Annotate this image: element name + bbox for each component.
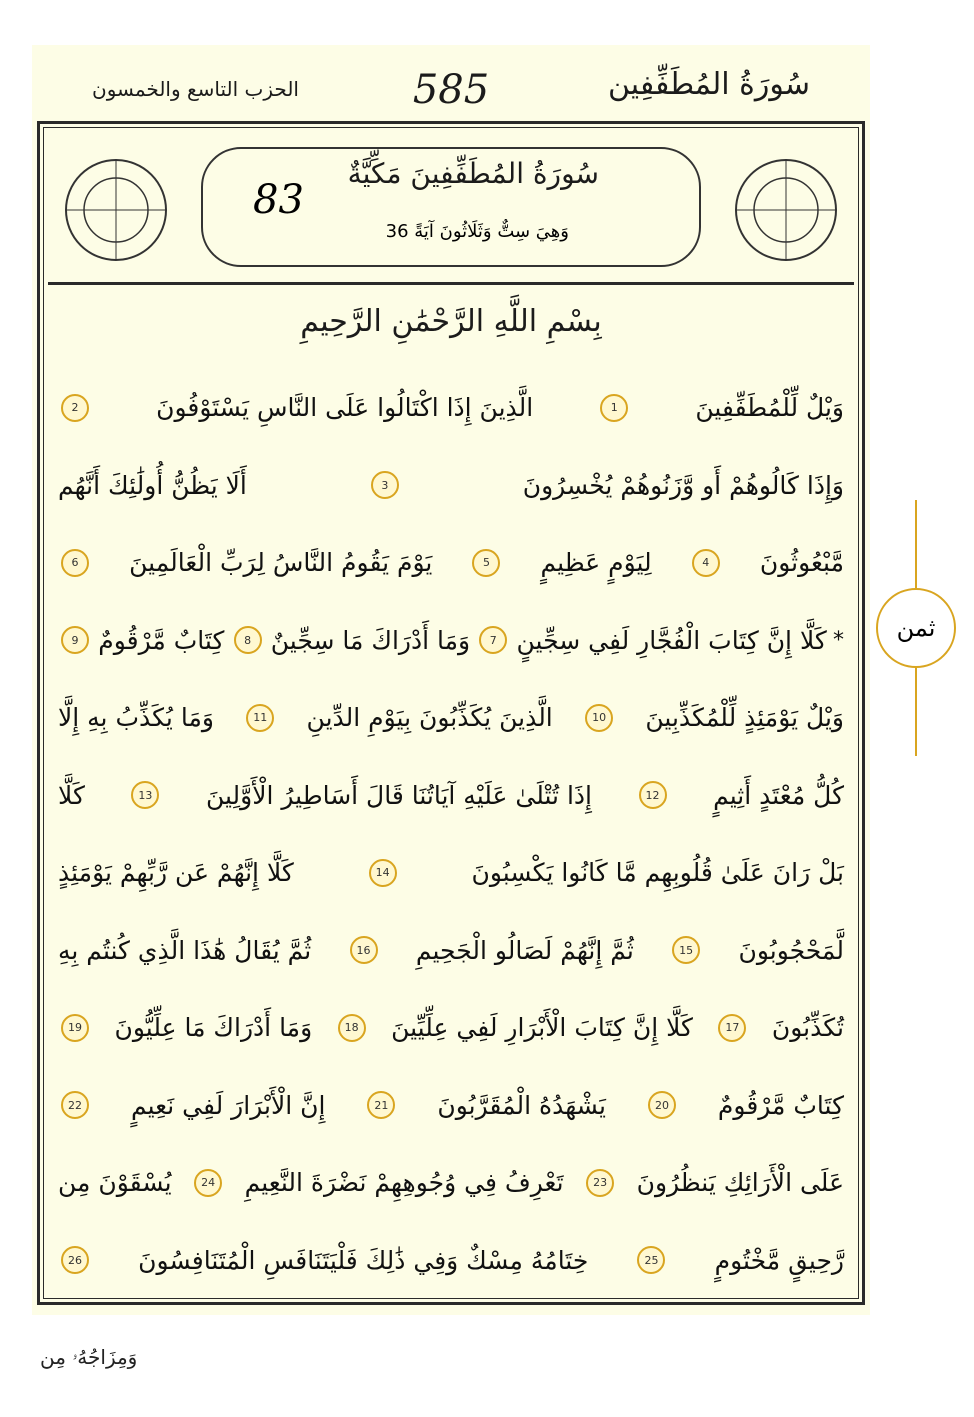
ayah-number-marker: 19 (61, 1014, 89, 1042)
verse-text: وَإِذَا كَالُوهُمْ أَو وَّزَنُوهُمْ يُخْسِرُونَ (522, 470, 844, 500)
basmala: بِسْمِ اللَّهِ الرَّحْمَٰنِ الرَّحِيمِ (300, 304, 602, 339)
ayah-number-marker: 4 (692, 549, 720, 577)
verse-text: وَمَا أَدْرَاكَ مَا عِلِّيُّونَ (114, 1013, 313, 1043)
ayah-number-marker: 7 (479, 626, 507, 654)
ayah-number-marker: 2 (61, 394, 89, 422)
verse-text: كِتَابٌ مَّرْقُومٌ (717, 1090, 844, 1120)
ayah-number-marker: 14 (369, 859, 397, 887)
ayah-number-marker: 24 (194, 1169, 222, 1197)
verse-text: وَمَا أَدْرَاكَ مَا سِجِّينٌ (270, 625, 471, 655)
verse-text: كَلَّا إِنَّ كِتَابَ الْفُجَّارِ لَفِي سِجِّينٍ (516, 625, 827, 655)
verse-text: مَّبْعُوثُونَ (759, 548, 844, 578)
ayah-number-marker: 16 (350, 936, 378, 964)
verse-text: تُكَذِّبُونَ (771, 1013, 844, 1043)
ayah-number-marker: 10 (585, 704, 613, 732)
verse-text: الَّذِينَ إِذَا اكْتَالُوا عَلَى النَّاسِ يَسْتَوْفُونَ (156, 393, 534, 423)
verse-text: وَمَا يُكَذِّبُ بِهِ إِلَّا (58, 703, 214, 733)
verse-text: إِذَا تُتْلَىٰ عَلَيْهِ آيَاتُنَا قَالَ أَسَاطِيرُ الْأَوَّلِينَ (205, 780, 592, 810)
verse-text: كَلَّا (58, 780, 85, 810)
verse-text: لَّمَحْجُوبُونَ (738, 935, 844, 965)
verse-text: كَلَّا إِنَّهُمْ عَن رَّبِّهِمْ يَوْمَئِذٍ (58, 858, 294, 888)
verse-text: إِنَّ الْأَبْرَارَ لَفِي نَعِيمٍ (130, 1090, 326, 1120)
ayah-number-marker: 21 (367, 1091, 395, 1119)
verse-text: لِيَوْمٍ عَظِيمٍ (540, 548, 652, 578)
verse-line (58, 1144, 844, 1222)
verse-text: رَّحِيقٍ مَّخْتُومٍ (714, 1245, 844, 1275)
verse-line (58, 447, 844, 525)
text-frame (37, 121, 865, 1305)
ayah-number-marker: 15 (672, 936, 700, 964)
ornament-icon (726, 150, 846, 270)
catchword: وَمِزَاجُهُۥ مِن (40, 1345, 138, 1369)
verse-line (58, 834, 844, 912)
surah-title: سُورَةُ المُطَفِّفِينَ مَكِّيَّةٌ (347, 157, 599, 190)
verse-text: يُسْقَوْنَ مِن (58, 1168, 172, 1198)
surah-number: 83 (253, 177, 304, 223)
surah-cartouche (201, 147, 701, 267)
ayah-number-marker: 3 (371, 471, 399, 499)
ayah-number-marker: 20 (648, 1091, 676, 1119)
ayah-number-marker: 22 (61, 1091, 89, 1119)
ayah-number-marker: 11 (246, 704, 274, 732)
margin-divider (915, 500, 917, 588)
surah-title-box (48, 132, 854, 285)
surah-verse-count: وَهِيَ سِتٌّ وَثَلَاثُونَ آيَةً 36 (385, 221, 569, 242)
page-number: 585 (412, 67, 490, 113)
ayah-number-marker: 26 (61, 1246, 89, 1274)
ayah-number-marker: 13 (131, 781, 159, 809)
verse-line (58, 757, 844, 835)
verse-text: كِتَابٌ مَّرْقُومٌ (98, 625, 225, 655)
verse-text: أَلَا يَظُنُّ أُولَٰئِكَ أَنَّهُم (58, 470, 247, 500)
page-header (72, 67, 830, 122)
mushaf-page (32, 45, 870, 1315)
ayah-number-marker: 8 (234, 626, 262, 654)
verse-text: خِتَامُهُ مِسْكٌ وَفِي ذَٰلِكَ فَلْيَتَنَافَسِ الْمُتَنَافِسُونَ (138, 1245, 589, 1275)
verse-text: يَوْمَ يَقُومُ النَّاسُ لِرَبِّ الْعَالَمِينَ (129, 548, 433, 578)
ayah-number-marker: 17 (718, 1014, 746, 1042)
ayah-number-marker: 12 (639, 781, 667, 809)
verse-line (58, 1222, 844, 1300)
ayah-number-marker: 23 (586, 1169, 614, 1197)
ayah-number-marker: 9 (61, 626, 89, 654)
verse-text: وَيْلٌ يَوْمَئِذٍ لِّلْمُكَذِّبِينَ (645, 703, 844, 733)
hizb-star-icon: * (833, 627, 844, 653)
thumn-marker: ثمن (876, 588, 956, 668)
verse-text: كُلُّ مُعْتَدٍ أَثِيمٍ (713, 780, 844, 810)
verse-text: وَيْلٌ لِّلْمُطَفِّفِينَ (695, 393, 844, 423)
verse-text: تَعْرِفُ فِي وُجُوهِهِمْ نَضْرَةَ النَّعِيمِ (244, 1168, 564, 1198)
ornament-icon (56, 150, 176, 270)
verse-text: الَّذِينَ يُكَذِّبُونَ بِيَوْمِ الدِّينِ (306, 703, 553, 733)
verse-line (58, 912, 844, 990)
verse-line (58, 602, 844, 680)
verse-line (58, 679, 844, 757)
verse-line (58, 369, 844, 447)
verse-text: كَلَّا إِنَّ كِتَابَ الْأَبْرَارِ لَفِي عِلِّيِّينَ (391, 1013, 693, 1043)
verse-text: يَشْهَدُهُ الْمُقَرَّبُونَ (437, 1090, 606, 1120)
verse-line (58, 1067, 844, 1145)
ayah-number-marker: 18 (338, 1014, 366, 1042)
ayah-number-marker: 5 (472, 549, 500, 577)
verse-text: ثُمَّ إِنَّهُمْ لَصَالُو الْجَحِيمِ (415, 935, 634, 965)
verse-text: بَلْ رَانَ عَلَىٰ قُلُوبِهِم مَّا كَانُوا يَكْسِبُونَ (471, 858, 844, 888)
verse-lines (58, 369, 844, 1299)
ayah-number-marker: 1 (600, 394, 628, 422)
verse-line (58, 989, 844, 1067)
ayah-number-marker: 6 (61, 549, 89, 577)
verse-text: ثُمَّ يُقَالُ هَٰذَا الَّذِي كُنتُم بِهِ (58, 935, 312, 965)
verse-line (58, 524, 844, 602)
ayah-number-marker: 25 (637, 1246, 665, 1274)
verse-text: عَلَى الْأَرَائِكِ يَنظُرُونَ (636, 1168, 844, 1198)
hizb-label: الحزب التاسع والخمسون (92, 77, 299, 101)
surah-name-header: سُورَةُ المُطَفِّفِين (607, 67, 810, 102)
margin-divider (915, 668, 917, 756)
